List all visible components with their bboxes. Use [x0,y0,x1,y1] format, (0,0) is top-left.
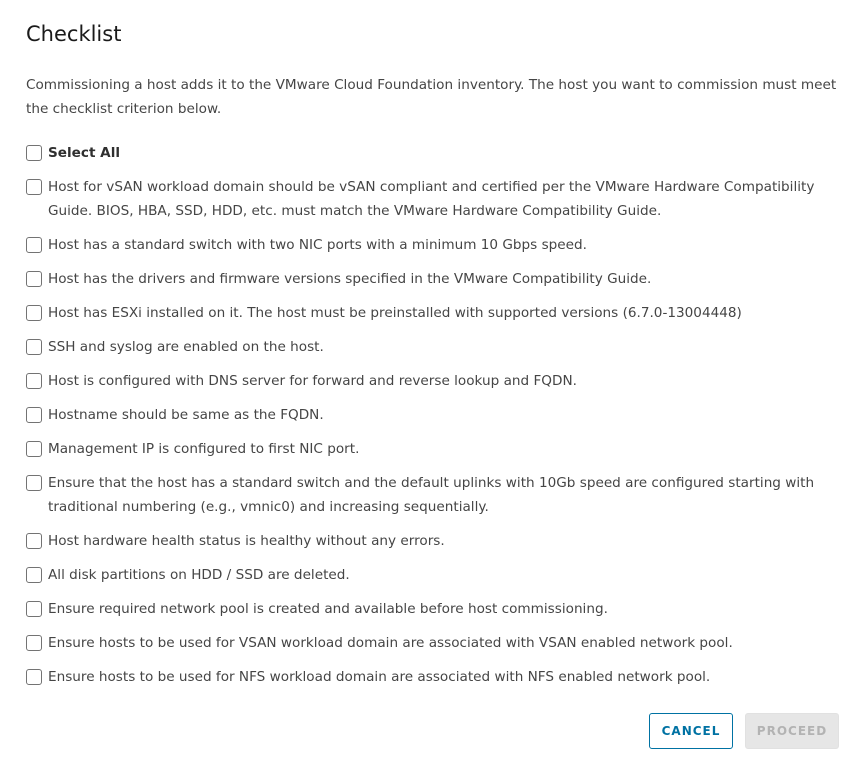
checklist-item-checkbox[interactable] [26,635,42,651]
checklist-item-label[interactable]: Ensure hosts to be used for NFS workload domain are associated with NFS enabled network pool. [48,669,711,685]
cancel-button[interactable]: CANCEL [649,713,733,749]
checklist-item-checkbox[interactable] [26,475,42,491]
dialog-footer [649,713,839,749]
checklist-item-label[interactable]: Host has the drivers and firmware versions specified in the VMware Compatibility Guide. [48,271,652,287]
checklist-item-label[interactable]: SSH and syslog are enabled on the host. [48,339,324,355]
checklist-item-label[interactable]: Hostname should be same as the FQDN. [48,407,324,423]
checklist-item[interactable] [26,301,838,325]
checklist-item[interactable] [26,563,838,587]
select-all-checkbox[interactable] [26,145,42,161]
checklist-item-label[interactable]: Host has ESXi installed on it. The host must be preinstalled with supported versions (6.7.0-13004448) [48,305,742,321]
checklist-item-checkbox[interactable] [26,271,42,287]
checklist-item-label[interactable]: Ensure hosts to be used for VSAN workload domain are associated with VSAN enabled network pool. [48,635,733,651]
checklist-item-label[interactable]: Management IP is configured to first NIC port. [48,441,360,457]
checklist-item-label[interactable]: Ensure that the host has a standard switch and the default uplinks with 10Gb speed are configured starting with traditional numbering (e.g., vmnic0) and increasing sequentially. [48,475,815,515]
checklist-item-checkbox[interactable] [26,567,42,583]
checklist-item-label[interactable]: Host for vSAN workload domain should be vSAN compliant and certified per the VMware Hardware Compatibility Guide. BIOS, HBA, SSD, HDD, etc. must match the VMware Hardware Compatibility Guide. [48,179,815,219]
checklist-item[interactable] [26,175,838,223]
checklist-item[interactable] [26,369,838,393]
checklist-item-checkbox[interactable] [26,533,42,549]
checklist-item-checkbox[interactable] [26,407,42,423]
checklist-item[interactable] [26,437,838,461]
checklist-item-label[interactable]: All disk partitions on HDD / SSD are deleted. [48,567,350,583]
checklist-item-checkbox[interactable] [26,179,42,195]
checklist-item[interactable] [26,597,838,621]
checklist-item[interactable] [26,403,838,427]
checklist-item-checkbox[interactable] [26,237,42,253]
checklist-item-checkbox[interactable] [26,601,42,617]
checklist-item-label[interactable]: Host has a standard switch with two NIC ports with a minimum 10 Gbps speed. [48,237,587,253]
checklist-item[interactable] [26,665,838,689]
checklist-item-label[interactable]: Host is configured with DNS server for forward and reverse lookup and FQDN. [48,373,577,389]
checklist-item[interactable] [26,529,838,553]
checklist-item-checkbox[interactable] [26,373,42,389]
checklist-item[interactable] [26,631,838,655]
select-all-row[interactable] [26,141,838,165]
dialog-title: Checklist [26,22,122,46]
proceed-button[interactable]: PROCEED [745,713,839,749]
checklist-item[interactable] [26,233,838,257]
select-all-label[interactable]: Select All [48,145,121,161]
checklist-item-checkbox[interactable] [26,305,42,321]
checklist-item-label[interactable]: Host hardware health status is healthy without any errors. [48,533,445,549]
checklist [26,141,838,699]
checklist-item-label[interactable]: Ensure required network pool is created and available before host commissioning. [48,601,608,617]
checklist-item[interactable] [26,335,838,359]
checklist-item-checkbox[interactable] [26,669,42,685]
checklist-item[interactable] [26,267,838,291]
checklist-item-checkbox[interactable] [26,339,42,355]
dialog-intro: Commissioning a host adds it to the VMware Cloud Foundation inventory. The host you want to commission must meet the checklist criterion below. [26,77,837,117]
checklist-item[interactable] [26,471,838,519]
checklist-item-checkbox[interactable] [26,441,42,457]
